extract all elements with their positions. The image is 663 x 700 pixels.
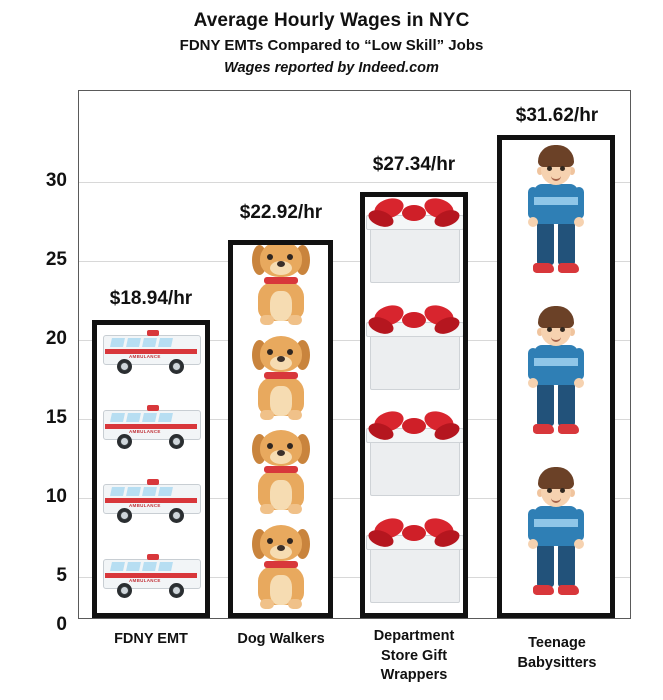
y-tick-10: 10 [45,486,67,507]
gift-box-icon [366,517,462,603]
y-tick-0: 0 [56,614,67,635]
x-label-gift-wrappers [374,627,455,686]
dog-icon [246,428,316,514]
bar-value-fdny-emt: $18.94/hr [109,288,193,309]
ambulance-label: AMBULANCE [129,354,161,360]
y-tick-25: 25 [45,249,67,270]
x-label-line: Department [373,628,455,644]
chart-source-note: Wages reported by Indeed.com [224,60,439,76]
pictogram-cell [233,330,328,425]
bar-value-dog-walkers: $22.92/hr [239,202,323,223]
pictogram-cell [502,135,610,291]
y-tick-30: 30 [45,170,67,191]
ambulance-label: AMBULANCE [129,503,161,509]
pictogram-cell [97,539,205,614]
x-label-line: Wrappers [380,667,448,684]
bar-value-gift-wrappers: $27.34/hr [372,154,456,175]
gift-box-icon [366,197,462,283]
ambulance-icon [103,553,199,599]
pictogram-cell [365,507,463,614]
x-label-fdny-emt [114,630,188,650]
x-label-line: Babysitters [517,654,597,671]
bar-value-teenage-babysitters: $31.62/hr [515,105,599,126]
pictogram-cell [233,424,328,519]
pictogram-cell [502,452,610,613]
dog-icon [246,240,316,325]
x-label-line: Dog Walkers [237,631,325,647]
ambulance-icon [103,329,199,375]
chart-title: Average Hourly Wages in NYC [193,10,470,31]
pictogram-cell [97,390,205,465]
ambulance-icon [103,478,199,524]
pictogram-cell [97,464,205,539]
chart-subtitle: FDNY EMTs Compared to “Low Skill” Jobs [179,37,484,54]
dog-icon [246,523,316,609]
chart-titles [0,10,663,76]
bar-teenage-babysitters[interactable] [497,135,615,618]
boy-icon [520,145,592,277]
gift-box-icon [366,410,462,496]
pictogram-cell [233,240,328,330]
bar-gift-wrappers[interactable] [360,192,468,618]
bar-fdny-emt[interactable] [92,320,210,618]
gift-box-icon [366,304,462,390]
y-tick-15: 15 [45,407,67,428]
x-label-line: Teenage [528,635,586,651]
x-label-teenage-babysitters [518,634,597,673]
x-label-dog-walkers [237,630,324,650]
bar-dog-walkers[interactable] [228,240,333,618]
pictogram-cell [233,519,328,614]
x-label-line: Store Gift [380,647,448,664]
y-tick-5: 5 [56,565,67,586]
ambulance-icon [103,404,199,450]
pictogram-cell [365,294,463,401]
ambulance-label: AMBULANCE [129,428,161,434]
ambulance-label: AMBULANCE [129,577,161,583]
dog-icon [246,334,316,420]
pictogram-cell [97,320,205,390]
y-tick-20: 20 [45,328,67,349]
pictogram-cell [365,400,463,507]
boy-icon [520,306,592,438]
x-label-line: FDNY EMT [114,631,188,647]
pictogram-cell [365,192,463,294]
boy-icon [520,467,592,599]
pictogram-cell [502,291,610,452]
